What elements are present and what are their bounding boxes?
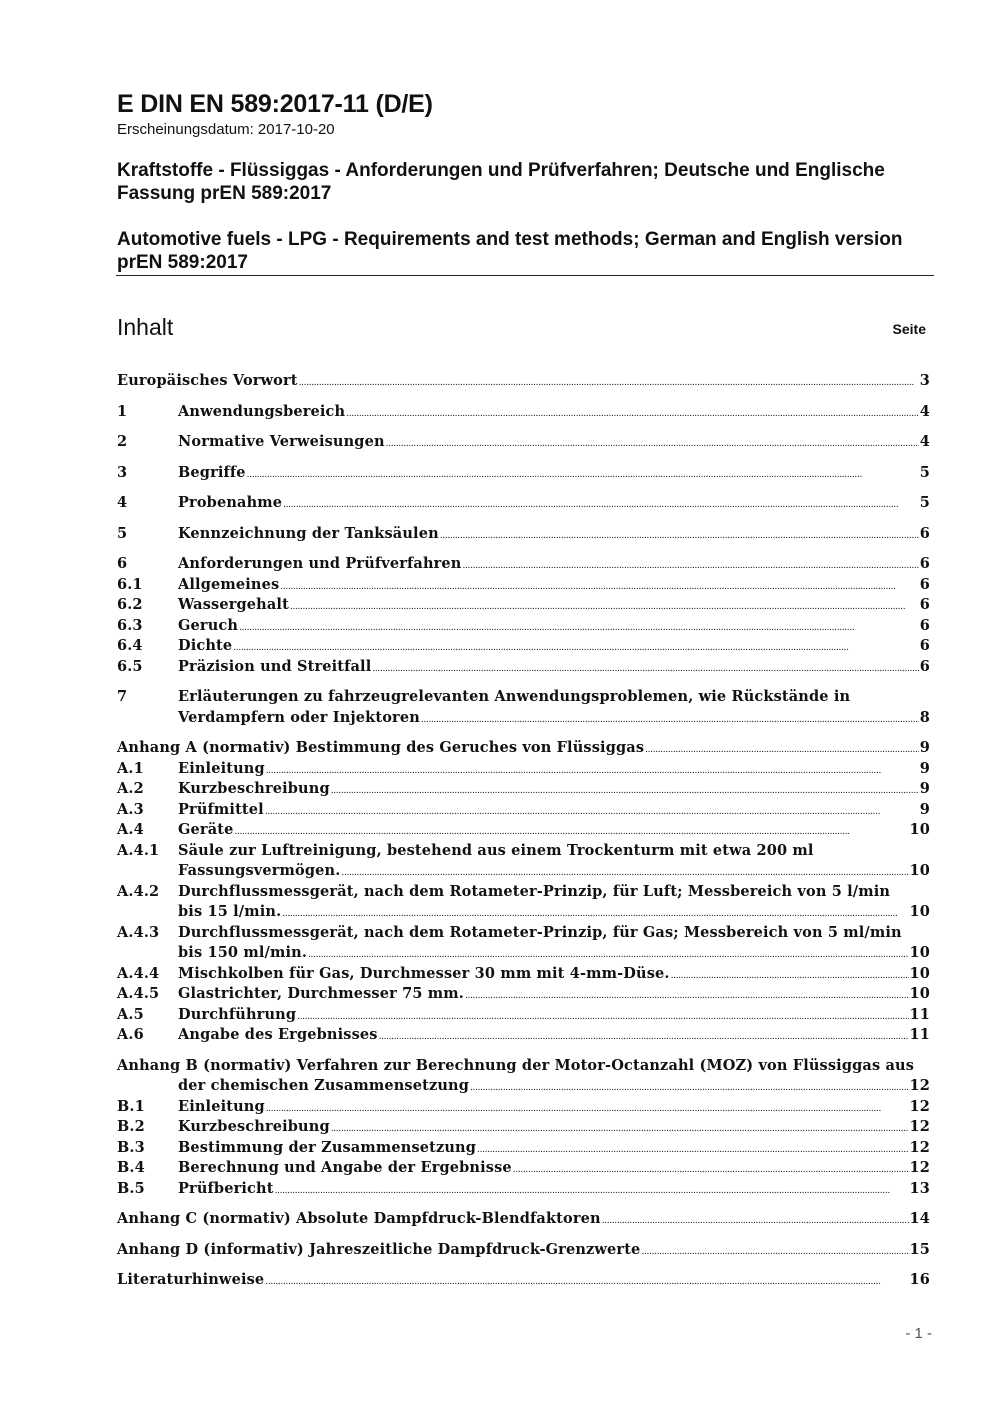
toc-entry[interactable] [117, 1240, 930, 1261]
toc-entry-page: 10 [909, 903, 930, 920]
toc-entry[interactable] [117, 1270, 930, 1291]
toc-entry-title: Kurzbeschreibung [178, 780, 330, 797]
issue-date: Erscheinungsdatum: 2017-10-20 [117, 121, 335, 138]
document-title: E DIN EN 589:2017-11 (D/E) [117, 90, 433, 118]
toc-leader-dots [265, 800, 919, 823]
toc-entry[interactable] [117, 595, 930, 616]
toc-entry[interactable] [117, 738, 930, 759]
toc-leader-dots [234, 820, 908, 843]
toc-page-column-label: Seite [892, 321, 926, 337]
toc-leader-dots [463, 554, 919, 577]
toc-leader-dots [283, 493, 919, 516]
toc-entry-title: Einleitung [178, 759, 265, 777]
toc-leader-dots [331, 779, 919, 802]
toc-entry[interactable] [117, 1117, 930, 1138]
toc-entry-page: 4 [919, 402, 930, 420]
toc-entry-number: 6.3 [117, 616, 143, 634]
toc-entry-number: B.4 [117, 1159, 145, 1176]
toc-entry[interactable] [117, 800, 930, 821]
toc-entry[interactable] [117, 984, 930, 1005]
table-of-contents [117, 371, 930, 1291]
toc-entry-page: 11 [909, 1026, 930, 1043]
toc-entry-page: 6 [919, 637, 930, 654]
toc-entry-number: 3 [117, 463, 128, 481]
toc-entry-page: 5 [919, 463, 930, 481]
toc-entry-page: 6 [919, 575, 930, 593]
toc-entry-page: 14 [909, 1210, 930, 1227]
toc-entry-number: 6.4 [117, 637, 143, 654]
toc-entry-page: 12 [909, 1159, 930, 1176]
toc-entry[interactable] [117, 1097, 930, 1118]
toc-entry-title: Berechnung und Angabe der Ergebnisse [178, 1159, 512, 1176]
toc-entry-page: 12 [909, 1118, 930, 1135]
toc-entry-title-line2: bis 15 l/min. [178, 903, 282, 920]
toc-entry[interactable] [117, 463, 930, 484]
toc-entry[interactable] [117, 820, 930, 841]
toc-entry-number: 2 [117, 433, 128, 450]
toc-entry-title: Anforderungen und Prüfverfahren [178, 555, 462, 572]
toc-leader-dots [297, 1005, 908, 1028]
toc-entry-number: B.1 [117, 1097, 145, 1115]
toc-entry-page: 13 [909, 1179, 930, 1197]
toc-leader-dots [266, 1097, 909, 1120]
toc-entry-number: A.4.5 [117, 985, 160, 1002]
toc-entry[interactable] [117, 964, 930, 985]
toc-entry-title: Anwendungsbereich [178, 402, 346, 420]
toc-entry-title: Kennzeichnung der Tanksäulen [178, 524, 439, 542]
toc-heading: Inhalt [117, 314, 174, 340]
toc-entry-title: Glastrichter, Durchmesser 75 mm. [178, 985, 464, 1002]
toc-leader-dots [331, 1117, 909, 1140]
toc-entry-number: B.5 [117, 1179, 145, 1197]
toc-entry-title: Literaturhinweise [117, 1271, 265, 1288]
toc-leader-dots [239, 616, 919, 639]
toc-entry-number: 5 [117, 524, 128, 542]
toc-entry-page: 12 [909, 1077, 930, 1094]
toc-entry-number: 6.1 [117, 575, 143, 593]
toc-entry-page: 9 [919, 739, 930, 756]
toc-leader-dots [372, 657, 918, 680]
toc-entry-continuation[interactable] [117, 943, 930, 964]
toc-leader-dots [477, 1138, 908, 1161]
toc-entry-continuation[interactable] [117, 861, 930, 882]
toc-entry-page: 6 [919, 596, 930, 613]
toc-entry[interactable] [117, 657, 930, 678]
toc-entry-number: 6.5 [117, 657, 143, 675]
toc-entry-number: A.4.3 [117, 923, 160, 941]
toc-leader-dots [440, 524, 919, 547]
toc-entry-number: 7 [117, 688, 128, 705]
toc-leader-dots [299, 371, 919, 394]
toc-entry[interactable] [117, 432, 930, 453]
toc-entry[interactable] [117, 524, 930, 545]
toc-entry[interactable] [117, 402, 930, 423]
toc-entry-title-line1: Erläuterungen zu fahrzeugrelevanten Anwendungsproblemen, wie Rückstände in [178, 688, 851, 705]
toc-entry-number: A.5 [117, 1005, 144, 1023]
toc-entry[interactable] [117, 1056, 930, 1077]
toc-entry-page: 3 [919, 372, 930, 389]
toc-leader-dots [386, 432, 919, 455]
toc-leader-dots [513, 1158, 909, 1181]
toc-entry-page: 10 [909, 985, 930, 1002]
toc-leader-dots [275, 1179, 909, 1202]
toc-entry[interactable] [117, 616, 930, 637]
toc-leader-dots [641, 1240, 908, 1263]
toc-leader-dots [233, 636, 918, 659]
toc-entry-title-line1: Anhang B (normativ) Verfahren zur Berechnung der Motor-Octanzahl (MOZ) von Flüssiggas aus [117, 1056, 915, 1074]
toc-entry-title: Allgemeines [178, 575, 280, 593]
toc-entry-number: 4 [117, 494, 128, 511]
toc-leader-dots [379, 1025, 909, 1048]
toc-entry-page: 6 [919, 657, 930, 675]
toc-entry-number: B.3 [117, 1138, 145, 1156]
toc-entry[interactable] [117, 575, 930, 596]
toc-entry[interactable] [117, 1005, 930, 1026]
toc-leader-dots [346, 402, 919, 425]
toc-entry[interactable] [117, 1209, 930, 1230]
toc-entry-page: 12 [909, 1097, 930, 1115]
toc-leader-dots [265, 1270, 908, 1293]
toc-entry-number: A.3 [117, 800, 144, 818]
toc-entry-title: Wassergehalt [178, 596, 289, 613]
toc-entry-page: 6 [919, 524, 930, 542]
toc-entry-page: 15 [909, 1240, 930, 1258]
toc-entry-page: 6 [919, 616, 930, 634]
toc-entry[interactable] [117, 554, 930, 575]
header-divider [116, 275, 934, 276]
toc-entry-page: 10 [909, 964, 930, 982]
toc-leader-dots [645, 738, 919, 761]
toc-entry-number: A.6 [117, 1026, 144, 1043]
toc-entry[interactable] [117, 371, 930, 392]
toc-entry-title: Europäisches Vorwort [117, 372, 298, 389]
toc-entry-number: A.4 [117, 821, 144, 838]
toc-entry-number: B.2 [117, 1118, 145, 1135]
toc-entry-title: Bestimmung der Zusammensetzung [178, 1138, 477, 1156]
toc-entry-number: A.4.1 [117, 841, 160, 859]
toc-entry-page: 8 [919, 708, 930, 726]
toc-entry-title: Anhang C (normativ) Absolute Dampfdruck-Blendfaktoren [117, 1210, 601, 1227]
toc-entry-number: A.1 [117, 759, 144, 777]
toc-entry-title-line1: Säule zur Luftreinigung, bestehend aus einem Trockenturm mit etwa 200 ml [178, 841, 814, 859]
toc-entry-title: Prüfmittel [178, 800, 264, 818]
toc-entry[interactable] [117, 1179, 930, 1200]
toc-entry-number: 6 [117, 555, 128, 572]
toc-entry-title-line2: Verdampfern oder Injektoren [178, 708, 420, 726]
toc-entry-continuation[interactable] [117, 708, 930, 729]
toc-entry-title-line1: Durchflussmessgerät, nach dem Rotameter-Prinzip, für Luft; Messbereich von 5 l/min [178, 882, 891, 900]
toc-entry-page: 10 [909, 862, 930, 879]
toc-entry-number: A.4.2 [117, 882, 160, 900]
toc-leader-dots [671, 964, 909, 987]
toc-entry[interactable] [117, 923, 930, 944]
toc-entry[interactable] [117, 687, 930, 708]
toc-entry[interactable] [117, 636, 930, 657]
title-english: Automotive fuels - LPG - Requirements and test methods; German and English version prEN 589:2017 [117, 229, 903, 273]
toc-entry-title: Angabe des Ergebnisses [178, 1026, 378, 1043]
toc-leader-dots [421, 708, 919, 731]
toc-entry-title-line1: Durchflussmessgerät, nach dem Rotameter-Prinzip, für Gas; Messbereich von 5 ml/min [178, 923, 902, 941]
toc-leader-dots [470, 1076, 908, 1099]
toc-entry-number: 1 [117, 402, 128, 420]
toc-leader-dots [280, 575, 918, 598]
toc-entry-page: 5 [919, 494, 930, 511]
toc-entry-title: Präzision und Streitfall [178, 657, 372, 675]
toc-entry[interactable] [117, 1158, 930, 1179]
toc-entry-title: Geräte [178, 821, 234, 838]
toc-entry-title-line2: bis 150 ml/min. [178, 944, 308, 961]
title-german: Kraftstoffe - Flüssiggas - Anforderungen und Prüfverfahren; Deutsche und Englische Fassung prEN 589:2017 [117, 160, 885, 204]
toc-entry[interactable] [117, 493, 930, 514]
toc-entry-number: 6.2 [117, 596, 143, 613]
toc-entry-page: 6 [919, 555, 930, 572]
toc-entry-title: Prüfbericht [178, 1179, 274, 1197]
page-number: - 1 - [905, 1325, 932, 1342]
toc-entry-page: 11 [909, 1005, 930, 1023]
toc-entry-page: 4 [919, 433, 930, 450]
toc-entry-page: 16 [909, 1271, 930, 1288]
toc-entry-title: Begriffe [178, 463, 246, 481]
toc-leader-dots [465, 984, 909, 1007]
toc-entry-continuation[interactable] [117, 1076, 930, 1097]
toc-entry-number: A.2 [117, 780, 144, 797]
toc-entry[interactable] [117, 1138, 930, 1159]
toc-entry-page: 9 [919, 759, 930, 777]
toc-entry-title: Durchführung [178, 1005, 297, 1023]
toc-leader-dots [308, 943, 909, 966]
toc-entry-title: Anhang D (informativ) Jahreszeitliche Dampfdruck-Grenzwerte [117, 1240, 641, 1258]
toc-entry-number: A.4.4 [117, 964, 160, 982]
toc-entry-title-line2: Fassungsvermögen. [178, 862, 341, 879]
toc-leader-dots [341, 861, 908, 884]
toc-entry-title: Kurzbeschreibung [178, 1118, 330, 1135]
toc-leader-dots [602, 1209, 909, 1232]
toc-entry-title-line2: der chemischen Zusammensetzung [178, 1077, 470, 1094]
toc-entry-title: Geruch [178, 616, 239, 634]
toc-leader-dots [290, 595, 919, 618]
toc-entry[interactable] [117, 1025, 930, 1046]
toc-entry[interactable] [117, 779, 930, 800]
toc-entry-page: 10 [909, 944, 930, 961]
toc-entry-title: Probenahme [178, 494, 283, 511]
toc-leader-dots [282, 902, 908, 925]
toc-entry-title: Mischkolben für Gas, Durchmesser 30 mm mit 4-mm-Düse. [178, 964, 670, 982]
toc-entry-continuation[interactable] [117, 902, 930, 923]
toc-entry[interactable] [117, 841, 930, 862]
toc-entry-title: Anhang A (normativ) Bestimmung des Geruches von Flüssiggas [117, 739, 645, 756]
toc-leader-dots [247, 463, 919, 486]
toc-entry-page: 12 [909, 1138, 930, 1156]
toc-entry[interactable] [117, 882, 930, 903]
toc-entry-title: Normative Verweisungen [178, 433, 385, 450]
toc-leader-dots [266, 759, 919, 782]
toc-entry-page: 9 [919, 800, 930, 818]
toc-entry-page: 9 [919, 780, 930, 797]
toc-entry-title: Dichte [178, 637, 233, 654]
toc-entry-title: Einleitung [178, 1097, 265, 1115]
toc-entry-page: 10 [909, 821, 930, 838]
toc-entry[interactable] [117, 759, 930, 780]
